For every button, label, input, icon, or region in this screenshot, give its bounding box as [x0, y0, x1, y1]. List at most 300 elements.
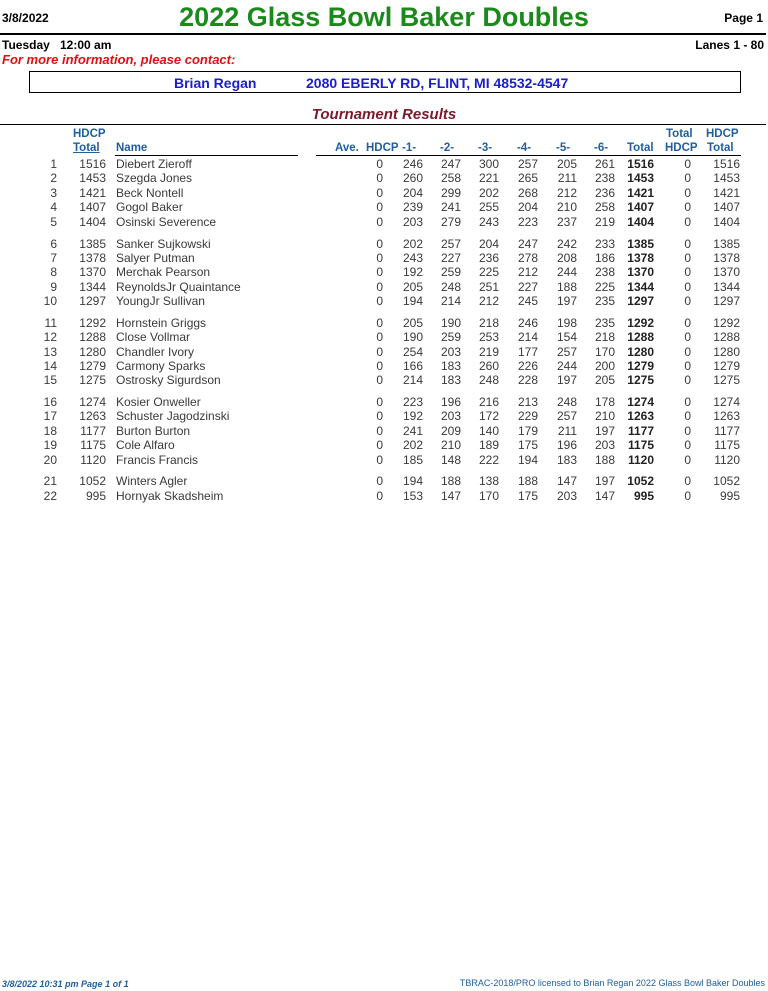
total-hdcp-cell: 0	[684, 280, 691, 294]
report-title: 2022 Glass Bowl Baker Doubles	[179, 2, 589, 32]
game-2-cell: 190	[440, 316, 461, 330]
total-cell: 1421	[627, 186, 654, 200]
handicap-cell: 0	[376, 373, 383, 387]
col-game-3: -3-	[478, 142, 493, 154]
table-row	[0, 294, 768, 308]
table-row	[0, 265, 768, 279]
game-4-cell: 223	[517, 215, 538, 229]
handicap-cell: 0	[376, 294, 383, 308]
game-5-cell: 211	[557, 424, 577, 438]
game-5-cell: 203	[556, 489, 577, 503]
game-2-cell: 257	[440, 237, 461, 251]
game-6-cell: 197	[594, 474, 615, 488]
game-2-cell: 203	[440, 409, 461, 423]
game-6-cell: 225	[594, 280, 615, 294]
game-3-cell: 300	[478, 157, 499, 171]
hdcp-total-cell: 1370	[79, 265, 106, 279]
page-number: Page 1	[724, 11, 763, 25]
game-5-cell: 208	[556, 251, 577, 265]
col-game-5: -5-	[556, 142, 571, 154]
game-6-cell: 233	[594, 237, 615, 251]
game-4-cell: 245	[517, 294, 538, 308]
hdcp-total-cell: 1344	[79, 280, 106, 294]
rank-cell: 13	[43, 345, 57, 359]
game-2-cell: 258	[440, 171, 461, 185]
bowler-name-cell: ReynoldsJr Quaintance	[116, 280, 241, 294]
game-3-cell: 140	[478, 424, 499, 438]
game-6-cell: 170	[594, 345, 615, 359]
handicap-cell: 0	[376, 171, 383, 185]
game-3-cell: 221	[478, 171, 499, 185]
bowler-name-cell: Chandler Ivory	[116, 345, 195, 359]
handicap-cell: 0	[376, 489, 383, 503]
game-5-cell: 196	[556, 438, 577, 452]
game-4-cell: 278	[517, 251, 538, 265]
game-2-cell: 203	[440, 345, 461, 359]
game-1-cell: 254	[402, 345, 423, 359]
game-1-cell: 153	[402, 489, 423, 503]
col-total-hdcp-bottom: HDCP	[665, 142, 698, 154]
game-6-cell: 236	[594, 186, 615, 200]
game-3-cell: 251	[478, 280, 499, 294]
footer-timestamp: 3/8/2022 10:31 pm Page 1 of 1	[2, 979, 129, 989]
table-row	[0, 316, 768, 330]
hdcp-total-cell: 1120	[80, 453, 106, 467]
col-hdcp: HDCP	[366, 142, 399, 154]
table-row	[0, 359, 768, 373]
game-2-cell: 148	[440, 453, 461, 467]
game-5-cell: 210	[556, 200, 577, 214]
handicap-cell: 0	[376, 237, 383, 251]
handicap-cell: 0	[376, 424, 383, 438]
game-1-cell: 185	[402, 453, 423, 467]
rank-cell: 2	[50, 171, 57, 185]
final-total-cell: 1453	[713, 171, 740, 185]
game-3-cell: 202	[478, 186, 499, 200]
handicap-cell: 0	[376, 345, 383, 359]
game-6-cell: 210	[594, 409, 615, 423]
total-cell: 1407	[627, 200, 654, 214]
total-cell: 1344	[627, 280, 654, 294]
total-cell: 1280	[627, 345, 654, 359]
total-cell: 1288	[627, 330, 654, 344]
game-5-cell: 154	[556, 330, 577, 344]
hdcp-total-cell: 1378	[79, 251, 106, 265]
game-5-cell: 183	[556, 453, 577, 467]
bowler-name-cell: Hornyak Skadsheim	[116, 489, 224, 503]
hdcp-total-cell: 1280	[79, 345, 106, 359]
rank-cell: 3	[50, 186, 57, 200]
game-2-cell: 279	[440, 215, 461, 229]
bowler-name-cell: Gogol Baker	[116, 200, 183, 214]
game-2-cell: 299	[440, 186, 461, 200]
section-divider	[0, 124, 766, 125]
handicap-cell: 0	[376, 359, 383, 373]
game-6-cell: 147	[594, 489, 615, 503]
header-divider	[0, 33, 766, 35]
total-hdcp-cell: 0	[684, 215, 691, 229]
total-hdcp-cell: 0	[684, 251, 691, 265]
rank-cell: 20	[43, 453, 57, 467]
hdcp-total-cell: 1292	[79, 316, 106, 330]
col-ave: Ave.	[335, 142, 359, 154]
bowler-name-cell: Francis Francis	[116, 453, 199, 467]
game-3-cell: 212	[478, 294, 499, 308]
col-hdcp-total-bottom: Total	[73, 142, 100, 154]
col-game-2: -2-	[440, 142, 455, 154]
final-total-cell: 1263	[713, 409, 740, 423]
game-2-cell: 241	[440, 200, 461, 214]
game-3-cell: 225	[478, 265, 499, 279]
section-title: Tournament Results	[311, 106, 457, 123]
handicap-cell: 0	[376, 186, 383, 200]
game-6-cell: 178	[594, 395, 615, 409]
game-1-cell: 166	[402, 359, 423, 373]
bowler-name-cell: Beck Nontell	[116, 186, 184, 200]
col-total: Total	[627, 142, 654, 154]
hdcp-total-cell: 1175	[80, 438, 106, 452]
game-4-cell: 246	[517, 316, 538, 330]
final-total-cell: 1292	[713, 316, 740, 330]
event-time: 12:00 am	[60, 38, 112, 52]
rank-cell: 22	[43, 489, 57, 503]
game-3-cell: 236	[478, 251, 499, 265]
scores-column-underline	[316, 155, 741, 156]
game-3-cell: 170	[478, 489, 499, 503]
rank-cell: 4	[50, 200, 57, 214]
col-hdcp-total-top: HDCP	[73, 128, 106, 140]
total-hdcp-cell: 0	[684, 489, 691, 503]
table-row	[0, 373, 768, 387]
table-row	[0, 280, 768, 294]
game-3-cell: 248	[478, 373, 499, 387]
bowler-name-cell: Carmony Sparks	[116, 359, 206, 373]
final-total-cell: 1280	[713, 345, 740, 359]
hdcp-total-cell: 1275	[79, 373, 106, 387]
handicap-cell: 0	[376, 395, 383, 409]
game-5-cell: 211	[557, 171, 577, 185]
total-cell: 1385	[627, 237, 654, 251]
bowler-name-cell: Kosier Onweller	[116, 395, 201, 409]
rank-cell: 8	[50, 265, 57, 279]
game-1-cell: 205	[402, 280, 423, 294]
game-1-cell: 190	[402, 330, 423, 344]
total-cell: 1177	[627, 424, 654, 438]
rank-cell: 16	[43, 395, 57, 409]
game-4-cell: 226	[517, 359, 538, 373]
hdcp-total-cell: 1516	[79, 157, 106, 171]
game-6-cell: 218	[594, 330, 615, 344]
report-date: 3/8/2022	[2, 11, 49, 25]
final-total-cell: 1385	[713, 237, 740, 251]
col-final-bottom: Total	[707, 142, 734, 154]
total-hdcp-cell: 0	[684, 171, 691, 185]
col-game-1: -1-	[402, 142, 417, 154]
col-name: Name	[116, 142, 148, 154]
game-3-cell: 219	[478, 345, 499, 359]
game-3-cell: 222	[478, 453, 499, 467]
final-total-cell: 1378	[713, 251, 740, 265]
total-cell: 1263	[627, 409, 654, 423]
game-6-cell: 238	[594, 171, 615, 185]
total-hdcp-cell: 0	[684, 453, 691, 467]
contact-address: 2080 EBERLY RD, FLINT, MI 48532-4547	[306, 75, 569, 91]
table-row	[0, 395, 768, 409]
table-row	[0, 489, 768, 503]
game-6-cell: 235	[594, 316, 615, 330]
hdcp-total-cell: 995	[85, 489, 106, 503]
final-total-cell: 1421	[713, 186, 740, 200]
game-1-cell: 192	[402, 265, 423, 279]
table-row	[0, 438, 768, 452]
hdcp-total-cell: 1274	[79, 395, 106, 409]
rank-cell: 19	[43, 438, 57, 452]
total-cell: 1175	[627, 438, 654, 452]
total-cell: 1516	[627, 157, 654, 171]
total-hdcp-cell: 0	[684, 316, 691, 330]
game-4-cell: 212	[517, 265, 538, 279]
game-4-cell: 194	[517, 453, 538, 467]
final-total-cell: 1177	[714, 424, 740, 438]
bowler-name-cell: Hornstein Griggs	[116, 316, 207, 330]
col-game-6: -6-	[594, 142, 609, 154]
game-1-cell: 260	[402, 171, 423, 185]
game-4-cell: 227	[517, 280, 538, 294]
bowler-name-cell: Szegda Jones	[116, 171, 193, 185]
game-1-cell: 203	[402, 215, 423, 229]
total-cell: 1370	[627, 265, 654, 279]
game-2-cell: 214	[440, 294, 461, 308]
game-2-cell: 259	[440, 330, 461, 344]
game-3-cell: 218	[478, 316, 499, 330]
game-1-cell: 202	[402, 237, 423, 251]
game-5-cell: 257	[556, 345, 577, 359]
rank-cell: 9	[50, 280, 57, 294]
handicap-cell: 0	[376, 280, 383, 294]
hdcp-total-cell: 1288	[79, 330, 106, 344]
rank-cell: 1	[50, 157, 57, 171]
rank-cell: 14	[43, 359, 57, 373]
final-total-cell: 1120	[714, 453, 740, 467]
game-2-cell: 188	[440, 474, 461, 488]
game-1-cell: 239	[402, 200, 423, 214]
game-4-cell: 257	[517, 157, 538, 171]
bowler-name-cell: Burton Burton	[116, 424, 191, 438]
final-total-cell: 1274	[713, 395, 740, 409]
game-4-cell: 204	[517, 200, 538, 214]
rank-cell: 10	[43, 294, 57, 308]
hdcp-total-cell: 1297	[79, 294, 106, 308]
handicap-cell: 0	[376, 157, 383, 171]
game-5-cell: 257	[556, 409, 577, 423]
total-hdcp-cell: 0	[684, 359, 691, 373]
final-total-cell: 1407	[713, 200, 740, 214]
game-4-cell: 229	[517, 409, 538, 423]
game-1-cell: 202	[402, 438, 423, 452]
total-cell: 1052	[627, 474, 654, 488]
hdcp-total-cell: 1263	[79, 409, 106, 423]
handicap-cell: 0	[376, 474, 383, 488]
game-2-cell: 259	[440, 265, 461, 279]
game-3-cell: 216	[478, 395, 499, 409]
game-5-cell: 205	[556, 157, 577, 171]
game-3-cell: 189	[478, 438, 499, 452]
col-final-top: HDCP	[706, 128, 739, 140]
game-4-cell: 175	[517, 438, 538, 452]
game-5-cell: 244	[556, 265, 577, 279]
game-2-cell: 147	[440, 489, 461, 503]
total-hdcp-cell: 0	[684, 345, 691, 359]
game-6-cell: 205	[594, 373, 615, 387]
game-4-cell: 175	[517, 489, 538, 503]
total-hdcp-cell: 0	[684, 395, 691, 409]
table-row	[0, 453, 768, 467]
rank-cell: 15	[43, 373, 57, 387]
total-hdcp-cell: 0	[684, 373, 691, 387]
rank-cell: 12	[43, 330, 57, 344]
game-2-cell: 227	[440, 251, 461, 265]
game-4-cell: 214	[517, 330, 538, 344]
game-6-cell: 197	[594, 424, 615, 438]
bowler-name-cell: Close Vollmar	[116, 330, 191, 344]
game-6-cell: 186	[594, 251, 615, 265]
final-total-cell: 1297	[713, 294, 740, 308]
table-row	[0, 474, 768, 488]
contact-name: Brian Regan	[174, 75, 257, 91]
handicap-cell: 0	[376, 409, 383, 423]
total-cell: 1275	[627, 373, 654, 387]
game-1-cell: 205	[402, 316, 423, 330]
hdcp-total-cell: 1177	[80, 424, 106, 438]
bowler-name-cell: Schuster Jagodzinski	[116, 409, 230, 423]
handicap-cell: 0	[376, 330, 383, 344]
rank-cell: 18	[43, 424, 57, 438]
game-4-cell: 179	[517, 424, 538, 438]
total-cell: 1453	[627, 171, 654, 185]
game-2-cell: 183	[440, 373, 461, 387]
rank-cell: 7	[50, 251, 57, 265]
total-hdcp-cell: 0	[684, 474, 691, 488]
table-row	[0, 345, 768, 359]
final-total-cell: 1344	[713, 280, 740, 294]
final-total-cell: 1275	[713, 373, 740, 387]
game-4-cell: 265	[517, 171, 538, 185]
game-3-cell: 255	[478, 200, 499, 214]
table-row	[0, 251, 768, 265]
bowler-name-cell: Winters Agler	[116, 474, 188, 488]
game-6-cell: 203	[594, 438, 615, 452]
bowler-name-cell: Cole Alfaro	[116, 438, 175, 452]
final-total-cell: 1288	[713, 330, 740, 344]
total-hdcp-cell: 0	[684, 294, 691, 308]
handicap-cell: 0	[376, 215, 383, 229]
game-4-cell: 268	[517, 186, 538, 200]
game-1-cell: 214	[402, 373, 423, 387]
final-total-cell: 1516	[713, 157, 740, 171]
hdcp-total-cell: 1453	[79, 171, 106, 185]
bowler-name-cell: Osinski Severence	[116, 215, 217, 229]
handicap-cell: 0	[376, 265, 383, 279]
game-2-cell: 183	[440, 359, 461, 373]
game-5-cell: 188	[556, 280, 577, 294]
game-3-cell: 243	[478, 215, 499, 229]
total-cell: 1274	[627, 395, 654, 409]
final-total-cell: 1175	[714, 438, 740, 452]
game-5-cell: 237	[556, 215, 577, 229]
total-cell: 1292	[627, 316, 654, 330]
bowler-name-cell: Sanker Sujkowski	[116, 237, 211, 251]
game-1-cell: 204	[402, 186, 423, 200]
table-row	[0, 409, 768, 423]
game-5-cell: 242	[556, 237, 577, 251]
hdcp-total-cell: 1407	[79, 200, 106, 214]
hdcp-total-cell: 1052	[79, 474, 106, 488]
game-1-cell: 192	[402, 409, 423, 423]
game-6-cell: 200	[594, 359, 615, 373]
hdcp-total-cell: 1421	[79, 186, 106, 200]
table-row	[0, 157, 768, 171]
col-game-4: -4-	[517, 142, 532, 154]
total-hdcp-cell: 0	[684, 265, 691, 279]
total-cell: 1404	[627, 215, 654, 229]
game-6-cell: 261	[594, 157, 615, 171]
handicap-cell: 0	[376, 453, 383, 467]
final-total-cell: 1404	[713, 215, 740, 229]
game-4-cell: 177	[517, 345, 538, 359]
game-4-cell: 247	[517, 237, 538, 251]
game-2-cell: 196	[440, 395, 461, 409]
game-5-cell: 197	[556, 373, 577, 387]
game-2-cell: 248	[440, 280, 461, 294]
game-5-cell: 197	[556, 294, 577, 308]
game-3-cell: 253	[478, 330, 499, 344]
event-day: Tuesday	[2, 38, 50, 52]
table-row	[0, 424, 768, 438]
final-total-cell: 1370	[713, 265, 740, 279]
game-1-cell: 246	[402, 157, 423, 171]
game-2-cell: 210	[440, 438, 461, 452]
game-5-cell: 212	[556, 186, 577, 200]
col-total-hdcp-top: Total	[666, 128, 693, 140]
total-hdcp-cell: 0	[684, 409, 691, 423]
game-2-cell: 209	[440, 424, 461, 438]
game-5-cell: 198	[556, 316, 577, 330]
hdcp-total-cell: 1385	[79, 237, 106, 251]
bowler-name-cell: Merchak Pearson	[116, 265, 211, 279]
rank-cell: 6	[50, 237, 57, 251]
game-1-cell: 243	[402, 251, 423, 265]
lanes-range: Lanes 1 - 80	[695, 38, 764, 52]
game-1-cell: 241	[402, 424, 423, 438]
table-row	[0, 171, 768, 185]
handicap-cell: 0	[376, 200, 383, 214]
game-3-cell: 204	[478, 237, 499, 251]
total-hdcp-cell: 0	[684, 157, 691, 171]
final-total-cell: 1279	[713, 359, 740, 373]
contact-prompt: For more information, please contact:	[2, 52, 236, 67]
bowler-name-cell: Salyer Putman	[116, 251, 195, 265]
table-row	[0, 186, 768, 200]
table-row	[0, 200, 768, 214]
total-hdcp-cell: 0	[684, 200, 691, 214]
total-hdcp-cell: 0	[684, 438, 691, 452]
total-cell: 1297	[627, 294, 654, 308]
game-6-cell: 258	[594, 200, 615, 214]
bowler-name-cell: YoungJr Sullivan	[116, 294, 205, 308]
table-row	[0, 237, 768, 251]
game-6-cell: 235	[594, 294, 615, 308]
final-total-cell: 995	[719, 489, 740, 503]
